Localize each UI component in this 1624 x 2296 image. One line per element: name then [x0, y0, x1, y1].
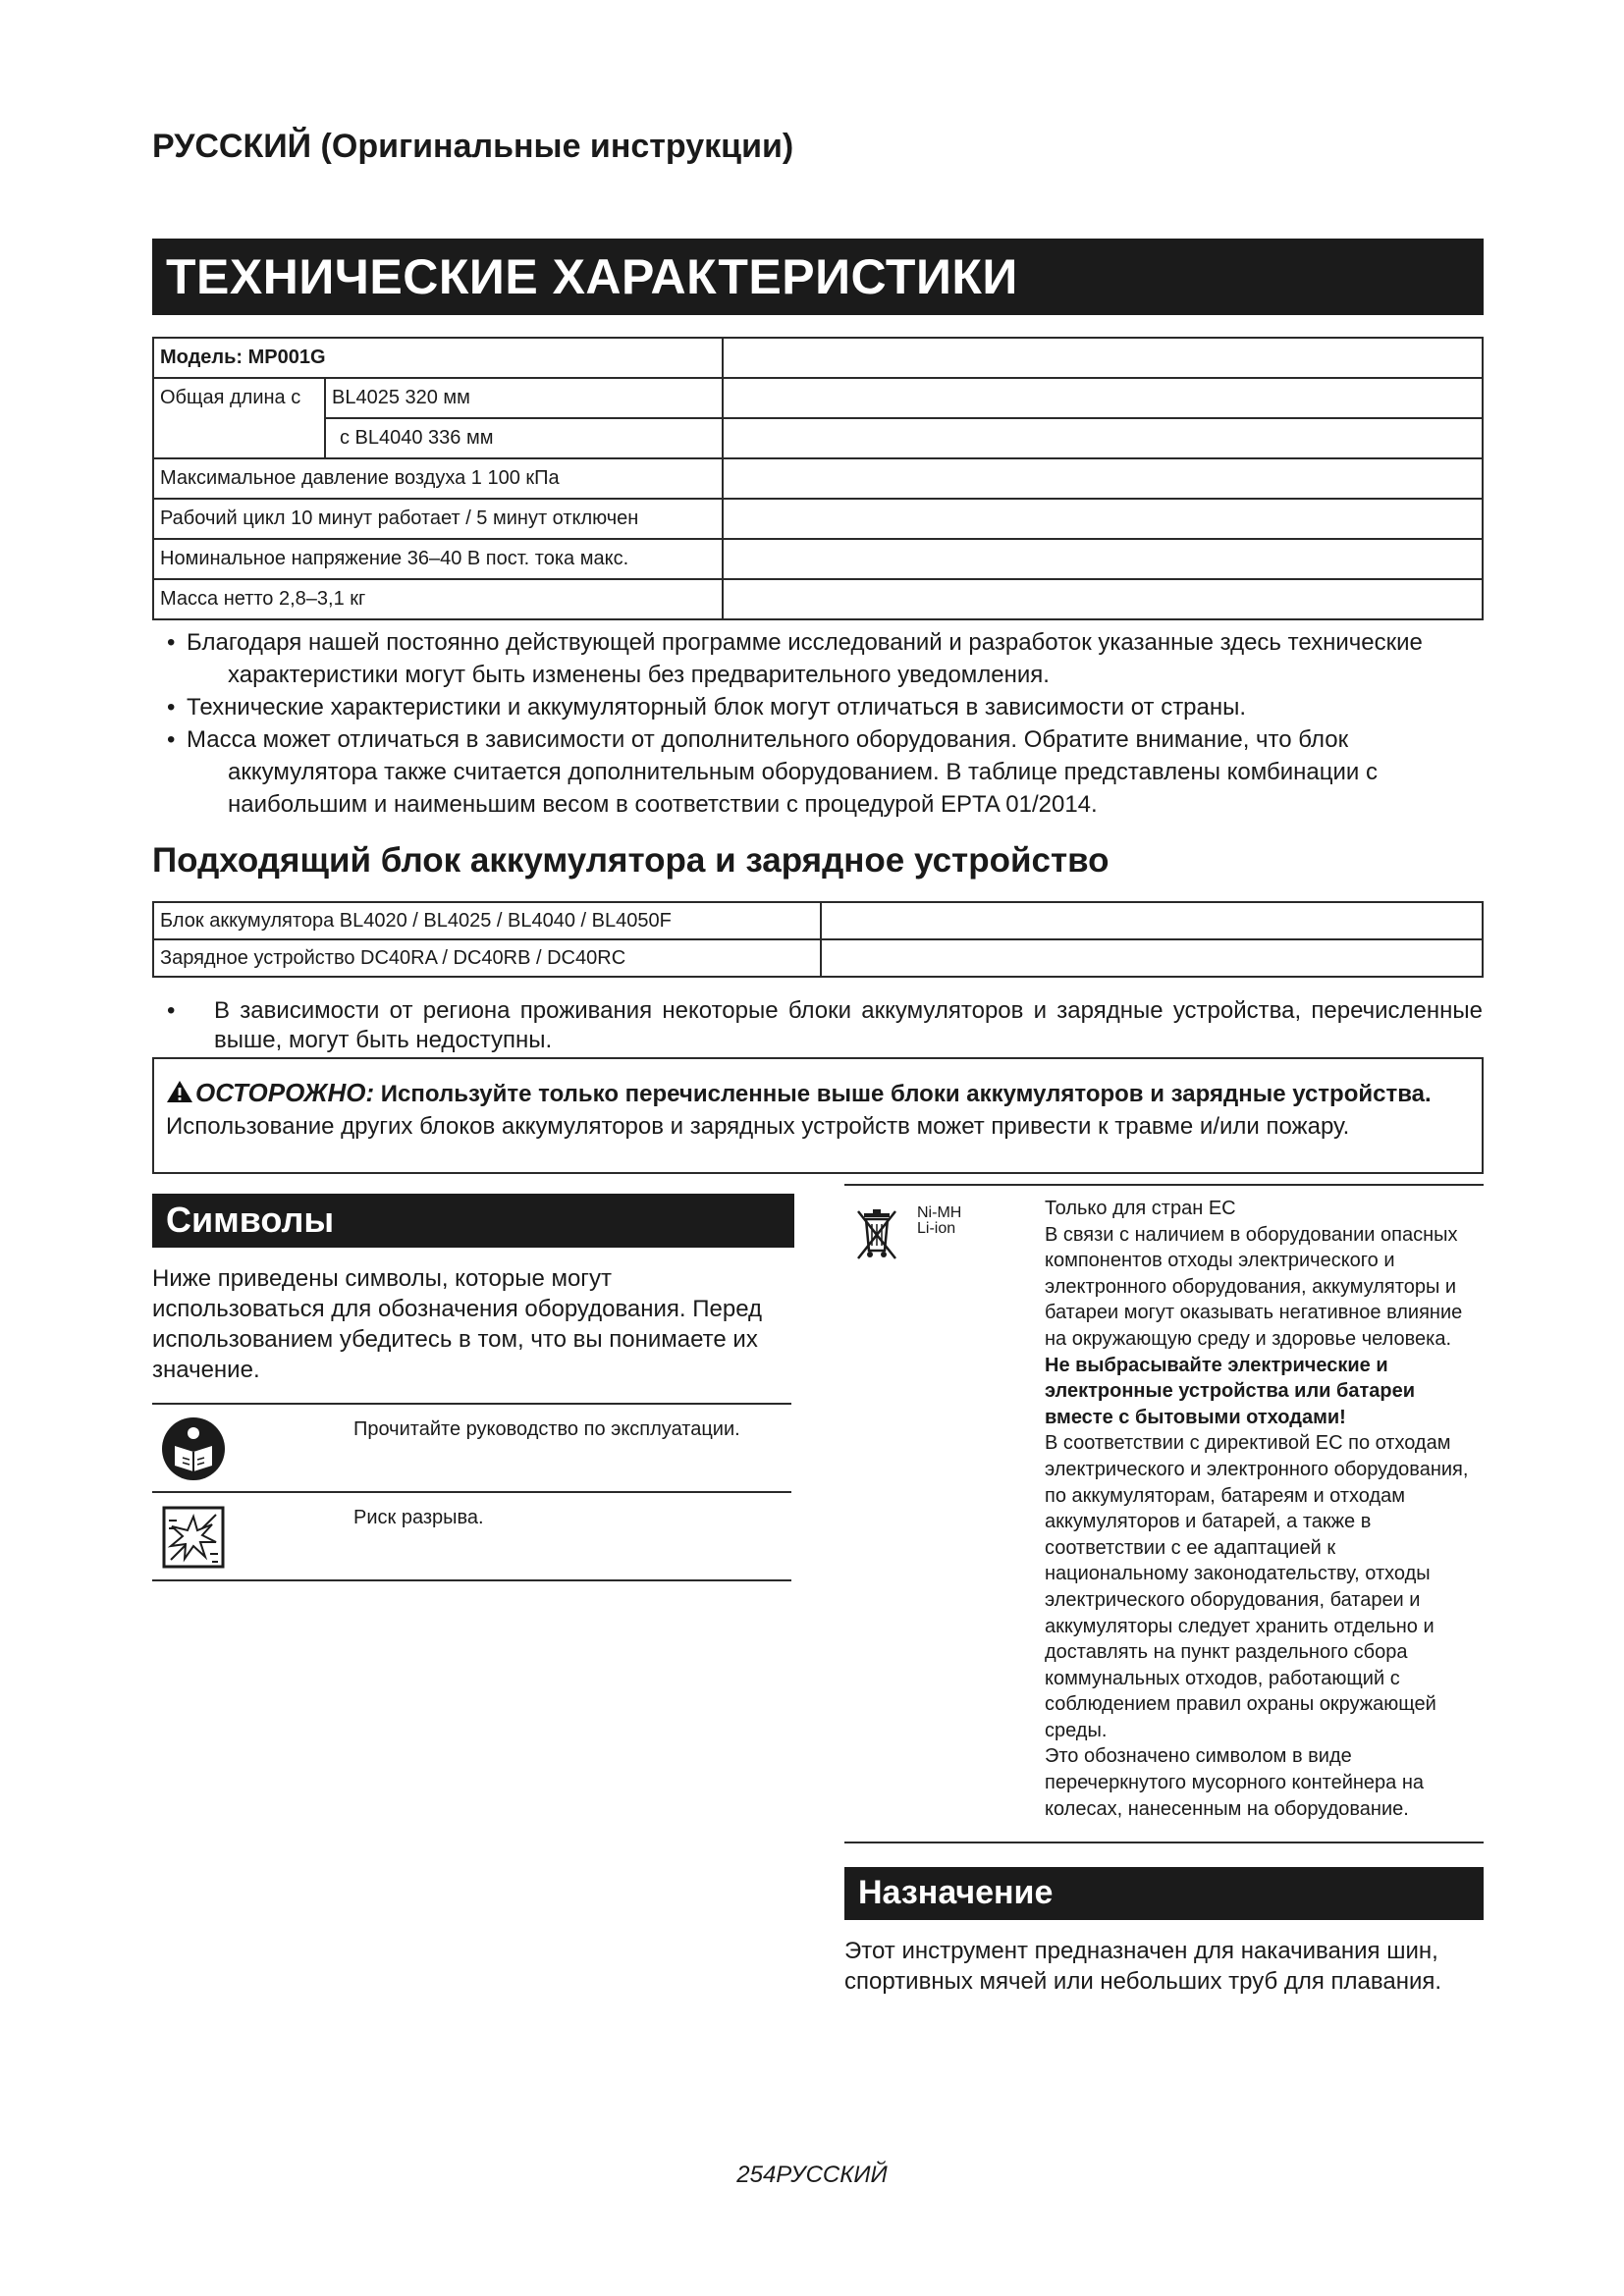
eu-disposal-p4: Это обозначено символом в виде перечеркнутого мусорного контейнера на колесах, нанесенным на оборудование.	[1045, 1745, 1425, 1820]
table-row	[153, 418, 1483, 458]
battery-table	[152, 901, 1484, 978]
empty-cell	[723, 338, 1483, 378]
symbols-list	[152, 1403, 791, 1581]
empty-cell	[723, 579, 1483, 619]
spec-cell: Максимальное давление воздуха 1 100 кПа	[153, 458, 723, 499]
region-note-text: В зависимости от региона проживания некоторые блоки аккумуляторов и зарядные устройства, перечисленные выше, могут быть недоступны.	[214, 997, 1483, 1053]
eu-disposal-title: Только для стран ЕС	[1045, 1198, 1236, 1219]
empty-cell	[821, 939, 1483, 977]
table-row	[153, 378, 1483, 418]
symbol-description: Прочитайте руководство по эксплуатации.	[353, 1418, 740, 1440]
chem-nimh: Ni-MH	[917, 1204, 962, 1221]
length-label-cell	[153, 378, 325, 458]
empty-cell	[723, 458, 1483, 499]
purpose-banner	[844, 1867, 1484, 1920]
length-value-cell: с BL4040 336 мм	[325, 418, 723, 458]
model-cell: Модель: MP001G	[153, 338, 723, 378]
crossed-bin-icon	[852, 1205, 901, 1264]
battery-chemistry-label	[917, 1205, 961, 1237]
table-row	[153, 579, 1483, 619]
warning-triangle-icon	[166, 1080, 193, 1103]
warning-box	[152, 1057, 1484, 1174]
list-item	[167, 626, 1483, 691]
table-row	[153, 458, 1483, 499]
specs-notes	[167, 626, 1483, 821]
explosion-risk-icon	[161, 1505, 226, 1570]
battery-cell: Блок аккумулятора BL4020 / BL4025 / BL4040 / BL4050F	[153, 902, 821, 939]
warning-title: ОСТОРОЖНО:	[195, 1078, 375, 1107]
symbols-banner	[152, 1194, 794, 1248]
read-manual-icon	[161, 1416, 226, 1481]
warning-bold-text: Используйте только перечисленные выше блоки аккумуляторов и зарядные устройства.	[380, 1081, 1432, 1107]
empty-cell	[821, 902, 1483, 939]
page-footer: 254РУССКИЙ	[736, 2162, 888, 2188]
charger-cell: Зарядное устройство DC40RA / DC40RB / DC40RC	[153, 939, 821, 977]
symbol-row	[152, 1405, 791, 1493]
table-row	[153, 499, 1483, 539]
table-row	[153, 902, 1483, 939]
spec-cell: Номинальное напряжение 36–40 В пост. тока макс.	[153, 539, 723, 579]
table-row	[153, 539, 1483, 579]
bullet-icon: •	[167, 997, 176, 1024]
spec-cell: Масса нетто 2,8–3,1 кг	[153, 579, 723, 619]
spec-cell: Рабочий цикл 10 минут работает / 5 минут отключен	[153, 499, 723, 539]
symbols-banner-title: Символы	[166, 1200, 335, 1240]
eu-disposal-p2: Не выбрасывайте электрические и электронные устройства или батареи вместе с бытовыми отходами!	[1045, 1354, 1416, 1428]
language-title: РУССКИЙ (Оригинальные инструкции)	[152, 128, 794, 165]
specs-table	[152, 337, 1484, 620]
specs-banner-title: ТЕХНИЧЕСКИЕ ХАРАКТЕРИСТИКИ	[166, 249, 1018, 304]
specs-banner	[152, 239, 1484, 315]
empty-cell	[723, 499, 1483, 539]
symbols-intro: Ниже приведены символы, которые могут использоваться для обозначения оборудования. Перед использованием убедитесь в том, что вы понимаете их значение.	[152, 1265, 763, 1383]
battery-heading: Подходящий блок аккумулятора и зарядное устройство	[152, 841, 1110, 880]
bullet-icon: •	[167, 694, 176, 721]
length-label: Общая длина	[160, 387, 286, 408]
region-note	[167, 996, 1483, 1055]
eu-disposal-text	[1045, 1196, 1477, 1822]
empty-cell	[723, 378, 1483, 418]
eu-disposal-p3: В соответствии с директивой ЕС по отходам электрического и электронного оборудования, по аккумуляторам, батареям и отходам аккумуляторов и батарей, а также в соответствии с ее адаптацией к национальному законодательству, отходы электрического оборудования, батареи и аккумуляторы следует хранить отдельно и доставлять на пункт раздельного сбора коммунальных отходов, работающий с соблюдением правил охраны окружающей среды.	[1045, 1432, 1469, 1741]
table-row	[153, 338, 1483, 378]
length-value-cell: BL4025 320 мм	[325, 378, 723, 418]
empty-cell	[723, 539, 1483, 579]
length-prefix: с	[291, 387, 301, 408]
eu-disposal-p1: В связи с наличием в оборудовании опасных компонентов отходы электрического и электронного оборудования, аккумуляторы и батареи могут оказывать негативное влияние на окружающую среду и здоровье человека.	[1045, 1223, 1463, 1350]
eu-disposal-block	[844, 1184, 1484, 1843]
purpose-text: Этот инструмент предназначен для накачивания шин, спортивных мячей или небольших труб для плавания.	[844, 1938, 1442, 1995]
warning-text: Использование других блоков аккумуляторов и зарядных устройств может привести к травме и/или пожару.	[166, 1113, 1350, 1140]
list-item	[167, 723, 1483, 821]
list-item	[167, 691, 1483, 723]
chem-liion: Li-ion	[917, 1220, 956, 1237]
bullet-icon: •	[167, 726, 176, 753]
symbol-description: Риск разрыва.	[353, 1507, 484, 1528]
note-text: Благодаря нашей постоянно действующей программе исследований и разработок указанные здесь технические характеристики могут быть изменены без предварительного уведомления.	[187, 629, 1423, 688]
note-text: Технические характеристики и аккумуляторный блок могут отличаться в зависимости от страны.	[187, 694, 1247, 721]
note-text: Масса может отличаться в зависимости от дополнительного оборудования. Обратите внимание, что блок аккумулятора также считается дополнительным оборудованием. В таблице представлены комбинации с наибольшим и наименьшим весом в соответствии с процедурой EPTA 01/2014.	[187, 726, 1378, 818]
empty-cell	[723, 418, 1483, 458]
bullet-icon: •	[167, 629, 176, 656]
table-row	[153, 939, 1483, 977]
symbol-row	[152, 1493, 791, 1581]
purpose-banner-title: Назначение	[858, 1874, 1054, 1911]
